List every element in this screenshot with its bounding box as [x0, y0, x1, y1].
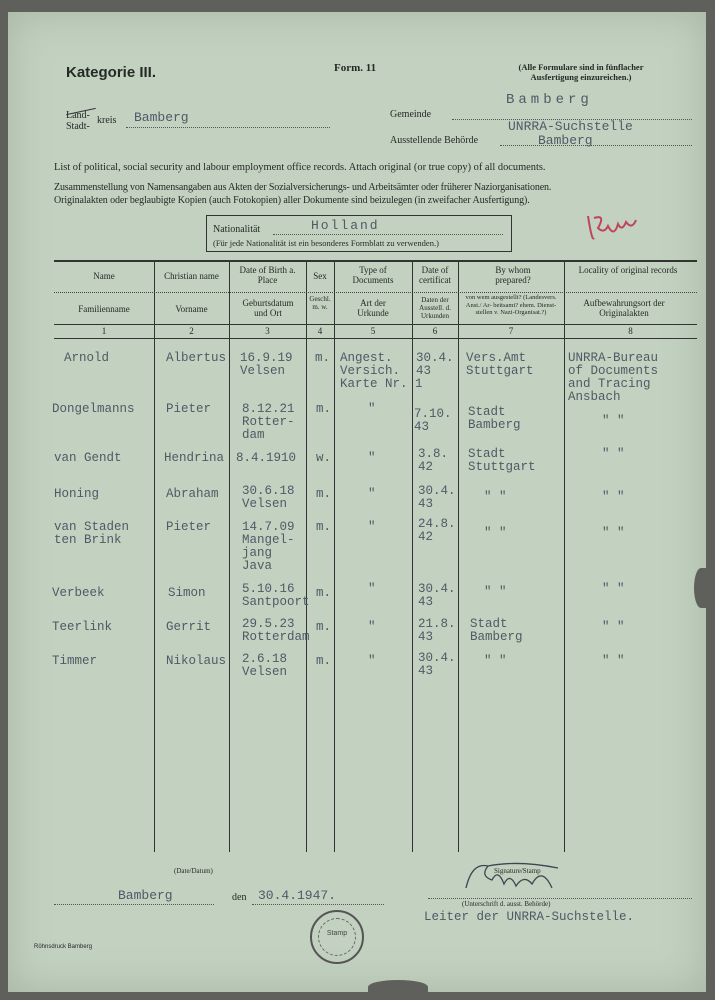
col-header-de: Geschl. m. w.	[309, 295, 331, 311]
cell-prepared-by: Stadt Bamberg	[468, 405, 521, 432]
signer-title: Leiter der UNRRA-Suchstelle.	[424, 910, 635, 924]
cell-first-name: Pieter	[166, 402, 212, 416]
cell-first-name: Abraham	[166, 487, 219, 501]
land-stadt-label: Land- Stadt-	[66, 110, 90, 132]
nationality-label: Nationalität	[213, 224, 261, 235]
signature-label: Signature/Stamp	[494, 867, 541, 875]
date-value: 30.4.1947.	[258, 888, 337, 903]
table-top-rule	[54, 260, 697, 262]
gemeinde-label: Gemeinde	[390, 109, 432, 120]
cell-name: Verbeek	[52, 586, 105, 600]
col-number: 7	[508, 326, 514, 336]
cell-sex: m.	[315, 351, 331, 365]
intro-german-1: Zusammenstellung von Namensangaben aus Akten der Sozialversicherungs- und Arbeitsämter oder früherer Naziorganisationen.	[54, 182, 552, 193]
gemeinde-value: Bamberg	[506, 92, 593, 108]
behoerde-label: Ausstellende Behörde	[390, 135, 479, 146]
cell-birth: 30.6.18 Velsen	[242, 484, 295, 511]
cell-sex: m.	[316, 620, 332, 634]
col-number: 4	[317, 326, 323, 336]
col-header-de: Aufbewahrungsort der Originalakten	[583, 298, 665, 318]
stamp-text: Stamp	[326, 930, 348, 937]
col-number: 8	[628, 326, 633, 336]
cell-prepared-by: " "	[484, 526, 507, 540]
cell-name: van Gendt	[54, 451, 122, 465]
form-number: Form. 11	[334, 62, 377, 74]
col-number: 3	[265, 326, 270, 336]
col-divider-7	[564, 260, 565, 852]
place-value: Bamberg	[118, 888, 173, 903]
cell-sex: m.	[316, 402, 332, 416]
col-header-en: Date of Birth a. Place	[239, 265, 296, 285]
cell-document: "	[368, 402, 376, 416]
intro-german-2: Originalakten oder beglaubigte Kopien (auch Fotokopien) aller Dokumente sind beizulegen (in zweifacher Ausfertigung).	[54, 195, 530, 206]
torn-edge	[368, 980, 428, 994]
cell-document: "	[368, 654, 376, 668]
cell-first-name: Gerrit	[166, 620, 212, 634]
intro-english: List of political, social security and labour employment office records. Attach original (or true copy) of all documents.	[54, 162, 546, 173]
col-header-de: Art der Urkunde	[357, 298, 389, 318]
col-header-de: Familienname	[78, 304, 130, 314]
cell-date: 7.10. 43	[414, 407, 452, 434]
cell-locality: " "	[602, 414, 625, 428]
col-header-de: Vorname	[175, 304, 208, 314]
category-title: Kategorie III.	[66, 64, 157, 81]
cell-locality: " "	[602, 654, 625, 668]
cell-birth: 5.10.16 Santpoort	[242, 582, 310, 609]
col-number: 1	[101, 326, 107, 336]
cell-name: Arnold	[64, 351, 110, 365]
col-divider-6	[458, 260, 459, 852]
cell-date: 30.4. 43	[418, 484, 456, 511]
cell-first-name: Pieter	[166, 520, 212, 534]
col-divider-4	[334, 260, 335, 852]
cell-document: "	[368, 451, 376, 465]
cell-sex: m.	[316, 520, 332, 534]
col-header-en: Date of certificat	[419, 265, 451, 285]
red-stamp-scribble-icon	[584, 208, 644, 248]
col-header-de: von wem ausgestellt? (Landesvers. Anst./ Ar- beitsamt? ehem. Dienst- stellen v. Nazi-Organisat.?)	[465, 294, 557, 316]
cell-birth: 8.12.21 Rotter- dam	[242, 402, 295, 442]
cell-first-name: Hendrina	[164, 451, 225, 465]
cell-prepared-by: Stadt Bamberg	[470, 617, 523, 644]
cell-birth: 16.9.19 Velsen	[240, 351, 293, 378]
cell-date: 3.8. 42	[418, 447, 449, 474]
cell-locality: " "	[602, 526, 625, 540]
cell-date: 30.4. 43	[416, 351, 454, 378]
cell-first-name: Albertus	[166, 351, 227, 365]
cell-name: Teerlink	[52, 620, 113, 634]
col-header-en: Type of Documents	[352, 265, 394, 285]
cell-name: Honing	[54, 487, 100, 501]
cell-prepared-by: " "	[484, 654, 507, 668]
cell-locality: " "	[602, 490, 625, 504]
col-header-en: Locality of original records	[578, 265, 678, 275]
col-header-en: Name	[93, 271, 115, 281]
cell-document: "	[368, 487, 376, 501]
copies-note: (Alle Formulare sind in fünflacher Ausfertigung einzureichen.)	[518, 62, 644, 82]
col-header-de: Geburtsdatum und Ort	[242, 298, 294, 318]
cell-sex: m.	[316, 654, 332, 668]
cell-prepared-by: " "	[484, 490, 507, 504]
cell-prepared-by: Stadt Stuttgart	[468, 447, 536, 474]
cell-prepared-by: " "	[484, 585, 507, 599]
cell-date: 24.8. 42	[418, 517, 456, 544]
cell-sex: m.	[316, 586, 332, 600]
col-divider-1	[154, 260, 155, 852]
cell-first-name: Nikolaus	[166, 654, 227, 668]
torn-edge	[694, 568, 708, 608]
nationality-value: Holland	[311, 218, 380, 233]
cell-locality: " "	[602, 582, 625, 596]
stamp-inner-ring	[318, 918, 356, 956]
cell-document: "	[368, 520, 376, 534]
nationality-box	[206, 215, 512, 252]
date-label: (Date/Datum)	[174, 867, 213, 875]
col-header-en: Christian name	[164, 271, 219, 281]
nationality-note: (Für jede Nationalität ist ein besonderes Formblatt zu verwenden.)	[213, 238, 439, 248]
col-divider-5	[412, 260, 413, 852]
behoerde-value-2: Bamberg	[538, 133, 593, 148]
cell-document: "	[368, 620, 376, 634]
form-document	[8, 12, 706, 992]
cell-birth: 29.5.23 Rotterdam	[242, 617, 310, 644]
kreis-value: Bamberg	[134, 110, 189, 125]
cell-prepared-by: Vers.Amt Stuttgart	[466, 351, 534, 378]
cell-date: 21.8. 43	[418, 617, 456, 644]
col-header-en: By whom prepared?	[495, 265, 531, 285]
cell-sex: m.	[316, 487, 332, 501]
cell-date: 30.4. 43	[418, 582, 456, 609]
signature-field	[428, 892, 692, 899]
cell-name: Timmer	[52, 654, 98, 668]
col-number: 5	[370, 326, 376, 336]
cell-document: "	[368, 582, 376, 596]
col-header-en: Sex	[313, 271, 327, 281]
col-number: 2	[189, 326, 194, 336]
col-divider-3	[306, 260, 307, 852]
table-number-rule-top	[54, 324, 697, 325]
cell-first-name: Simon	[168, 586, 206, 600]
cell-name: Dongelmanns	[52, 402, 135, 416]
col-header-de: Daten der Ausstell. d. Urkunden	[419, 296, 451, 320]
cell-document: Angest. Versich. Karte Nr. 1	[340, 351, 423, 391]
nationality-field	[273, 222, 503, 235]
col-number: 6	[432, 326, 438, 336]
cell-birth: 8.4.1910	[236, 451, 297, 465]
printer-mark: Röhnsdruck Bamberg	[34, 944, 93, 950]
den-label: den	[232, 892, 247, 903]
kreis-label: kreis	[97, 115, 117, 126]
cell-locality: " "	[602, 620, 625, 634]
cell-name: van Staden ten Brink	[54, 520, 130, 547]
signature-note: (Unterschrift d. ausst. Behörde)	[462, 900, 551, 908]
cell-locality: UNRRA-Bureau of Documents and Tracing Ansbach	[568, 351, 659, 404]
round-stamp-icon	[310, 910, 364, 964]
cell-sex: w.	[316, 451, 332, 465]
col-divider-2	[229, 260, 230, 852]
cell-birth: 2.6.18 Velsen	[242, 652, 288, 679]
behoerde-value-1: UNRRA-Suchstelle	[508, 119, 633, 134]
cell-locality: " "	[602, 447, 625, 461]
cell-date: 30.4. 43	[418, 651, 456, 678]
table-mid-rule	[54, 292, 697, 293]
cell-birth: 14.7.09 Mangel- jang Java	[242, 520, 295, 573]
table-number-rule-bottom	[54, 338, 697, 339]
